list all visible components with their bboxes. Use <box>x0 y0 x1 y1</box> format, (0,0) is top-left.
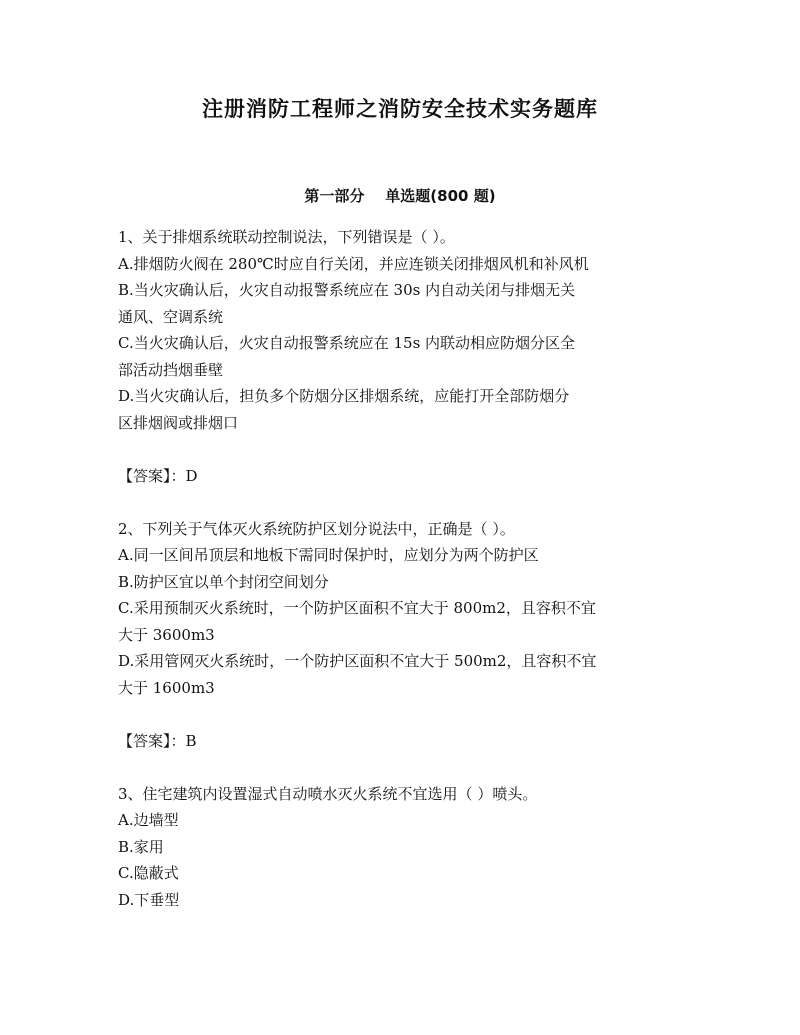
option-line: B.当火灾确认后，火灾自动报警系统应在 30s 内自动关闭与排烟无关 <box>118 281 576 299</box>
spacer <box>118 436 688 463</box>
option-line: A.同一区间吊顶层和地板下需同时保护时，应划分为两个防护区 <box>118 546 539 564</box>
option-line: D.下垂型 <box>118 890 180 909</box>
question-stem: 1、关于排烟系统联动控制说法，下列错误是（ ）。 <box>118 228 455 246</box>
question-list <box>118 224 688 913</box>
answer-line: 【答案】：B <box>118 731 197 750</box>
question-1 <box>118 224 688 516</box>
option-line: 大于 3600m3 <box>118 625 215 644</box>
question-3 <box>118 781 688 914</box>
option-line: 部活动挡烟垂壁 <box>118 360 224 379</box>
option-line: 通风、空调系统 <box>118 307 224 326</box>
spacer <box>118 701 688 728</box>
option-line: B.防护区宜以单个封闭空间划分 <box>118 572 329 591</box>
option-line: B.家用 <box>118 837 164 856</box>
option-line: D.采用管网灭火系统时，一个防护区面积不宜大于 500m2，且容积不宜 <box>118 652 597 670</box>
option-line: 区排烟阀或排烟口 <box>118 413 239 432</box>
question-2 <box>118 516 688 781</box>
question-stem: 3、住宅建筑内设置湿式自动喷水灭火系统不宜选用（ ）喷头。 <box>118 784 538 803</box>
answer-line: 【答案】：D <box>118 466 198 485</box>
option-line: C.采用预制灭火系统时，一个防护区面积不宜大于 800m2，且容积不宜 <box>118 599 596 617</box>
spacer <box>118 754 688 781</box>
document-title: 注册消防工程师之消防安全技术实务题库 <box>202 97 598 121</box>
section-title: 第一部分 单选题(800 题) <box>304 187 496 205</box>
option-line: A.排烟防火阀在 280℃时应自行关闭，并应连锁关闭排烟风机和补风机 <box>118 254 589 273</box>
option-line: C.隐蔽式 <box>118 864 179 882</box>
spacer <box>118 489 688 516</box>
option-line: C.当火灾确认后，火灾自动报警系统应在 15s 内联动相应防烟分区全 <box>118 334 576 352</box>
option-line: D.当火灾确认后，担负多个防烟分区排烟系统，应能打开全部防烟分 <box>118 387 570 405</box>
option-line: 大于 1600m3 <box>118 678 215 697</box>
option-line: A.边墙型 <box>118 811 179 829</box>
question-stem: 2、下列关于气体灭火系统防护区划分说法中，正确是（ ）。 <box>118 519 515 538</box>
